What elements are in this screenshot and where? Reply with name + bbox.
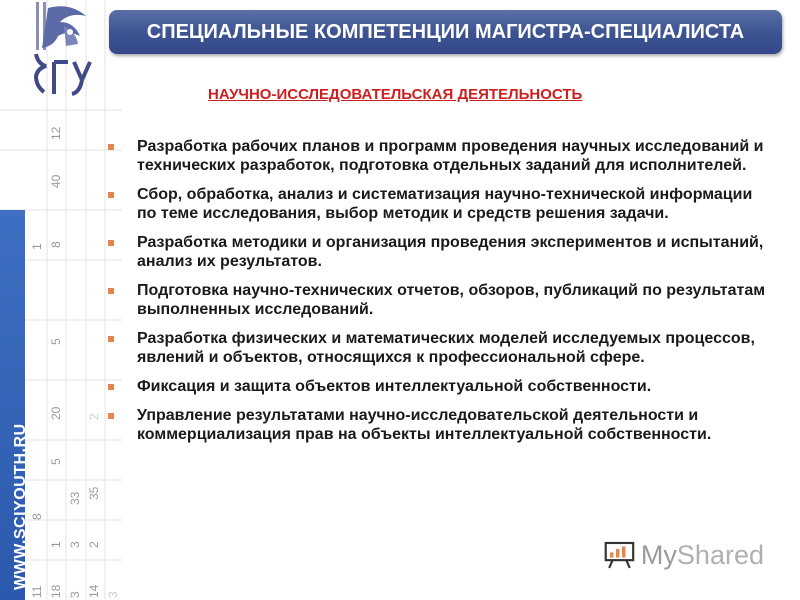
list-item xyxy=(106,281,776,319)
bullet-icon xyxy=(108,144,114,150)
grid-digit: 3 xyxy=(106,591,120,598)
myshared-watermark xyxy=(604,537,764,573)
list-item xyxy=(106,377,776,396)
list-item-text: Разработка физических и математических моделей исследуемых процессов, явлений и объектов, относящихся к профессиональной сфере. xyxy=(137,330,755,366)
left-decorative-strip xyxy=(0,0,122,600)
grid-digit: 40 xyxy=(49,174,63,188)
website-label: WWW.SCIYOUTH.RU xyxy=(12,423,29,590)
list-item-text: Подготовка научно-технических отчетов, обзоров, публикаций по результатам выполненных исследований. xyxy=(137,282,766,318)
grid-digit: 20 xyxy=(49,406,63,420)
grid-digit: 14 xyxy=(87,584,101,598)
bullet-icon xyxy=(108,288,114,294)
grid-digit: 3 xyxy=(68,591,82,598)
list-item xyxy=(106,406,776,444)
section-subtitle: НАУЧНО-ИССЛЕДОВАТЕЛЬСКАЯ ДЕЯТЕЛЬНОСТЬ xyxy=(208,86,583,103)
grid-digit: 33 xyxy=(68,491,82,505)
list-item xyxy=(106,185,776,223)
presentation-board-icon xyxy=(604,539,635,571)
bullet-icon xyxy=(108,240,114,246)
page-title: СПЕЦИАЛЬНЫЕ КОМПЕТЕНЦИИ МАГИСТРА-СПЕЦИАЛИСТА xyxy=(146,20,745,43)
bullet-icon xyxy=(108,336,114,342)
grid-digit: 18 xyxy=(49,584,63,598)
list-item xyxy=(106,233,776,271)
list-item xyxy=(106,137,776,175)
list-item-text: Управление результатами научно-исследовательской деятельности и коммерциализация прав на объекты интеллектуальной собственности. xyxy=(137,407,712,443)
competency-list xyxy=(106,137,776,454)
grid-digit: 5 xyxy=(49,338,63,345)
grid-digit: 8 xyxy=(30,513,44,520)
list-item-text: Сбор, обработка, анализ и систематизация научно-технической информации по теме исследования, выбор методик и средств решения задачи. xyxy=(137,186,753,222)
list-item-text: Разработка методики и организация проведения экспериментов и испытаний, анализ их результатов. xyxy=(137,234,764,270)
title-banner xyxy=(109,10,782,54)
grid-digit: 12 xyxy=(49,126,63,140)
bullet-icon xyxy=(108,413,114,419)
grid-digit: 8 xyxy=(49,241,63,248)
bullet-icon xyxy=(108,192,114,198)
grid-digit: 11 xyxy=(30,585,44,598)
grid-digit: 2 xyxy=(87,413,101,420)
university-logo xyxy=(30,2,100,102)
grid-digit: 3 xyxy=(68,541,82,548)
grid-digit: 5 xyxy=(49,458,63,465)
grid-digit: 35 xyxy=(87,486,101,500)
bullet-icon xyxy=(108,384,114,390)
grid-digit: 2 xyxy=(87,541,101,548)
watermark-text: MyShared xyxy=(640,539,764,570)
grid-digit: 1 xyxy=(30,243,44,250)
grid-digit: 1 xyxy=(49,541,63,548)
list-item xyxy=(106,329,776,367)
list-item-text: Разработка рабочих планов и программ проведения научных исследований и технических разработок, подготовка отдельных заданий для исполнителей. xyxy=(137,138,764,174)
list-item-text: Фиксация и защита объектов интеллектуальной собственности. xyxy=(137,378,652,395)
